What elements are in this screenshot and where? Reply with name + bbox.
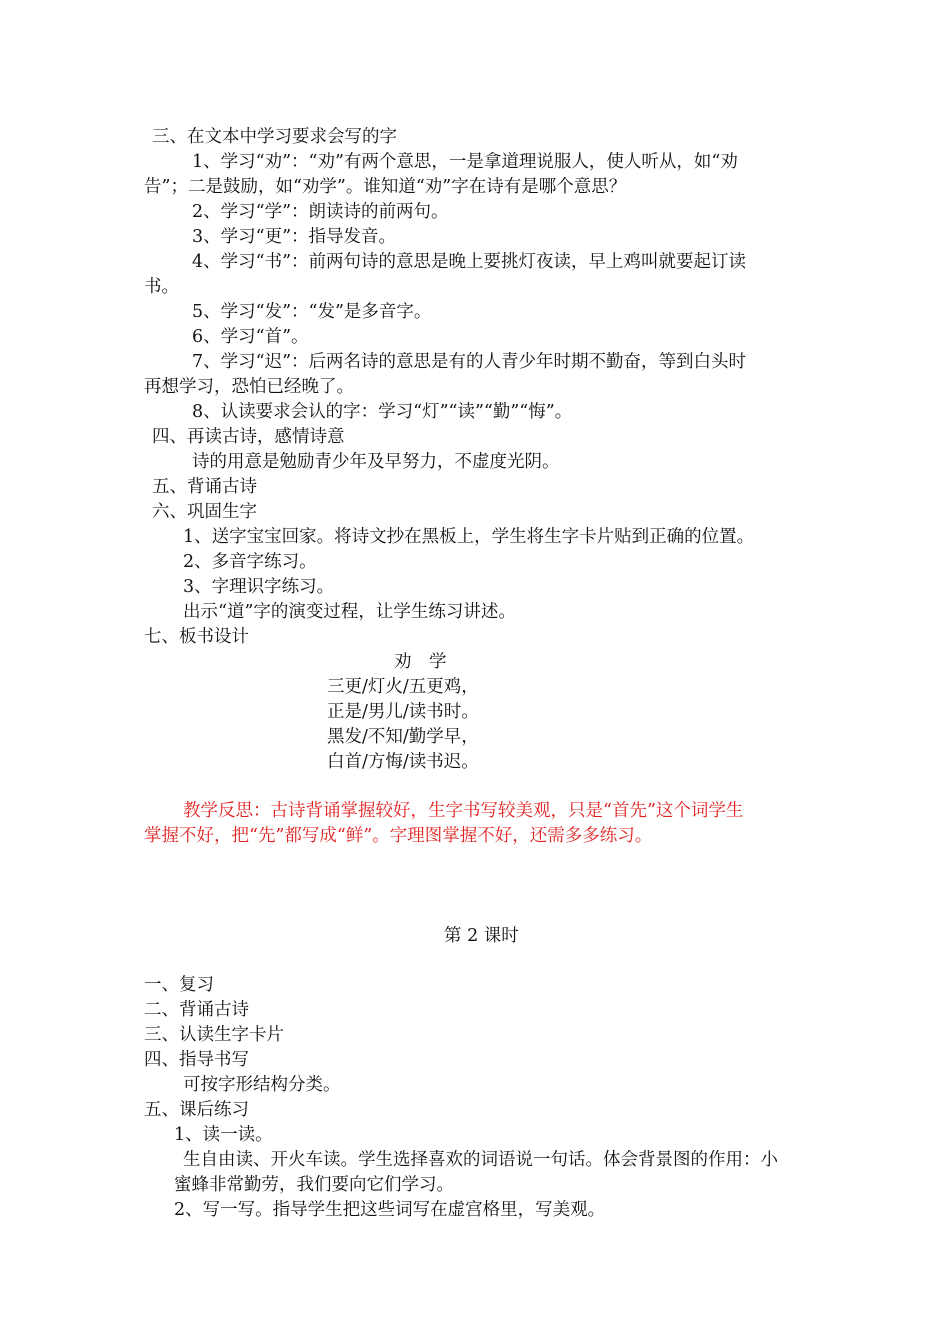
section5-heading: 五、背诵古诗 [152,477,257,497]
section6-text: 出示“道”字的演变过程，让学生练习讲述。 [183,602,516,622]
lesson2-title: 第 2 课时 [444,926,519,946]
section3-item1-line2: 告”；二是鼓励，如“劝学”。谁知道“劝”字在诗有是哪个意思？ [144,177,627,197]
poem-line-3: 黑发/不知/勤学早， [327,727,479,747]
section3-item3: 3、学习“更”：指导发音。 [192,227,397,247]
section6-heading: 六、巩固生字 [152,502,257,522]
lesson2-s4-text: 可按字形结构分类。 [183,1075,341,1095]
section3-item8: 8、认读要求会认的字：学习“灯”“读”“勤”“悔”。 [192,402,573,422]
section3-item4-line2: 书。 [144,277,179,297]
lesson2-s4: 四、指导书写 [144,1050,249,1070]
section3-item1-line1: 1、学习“劝”：“劝”有两个意思，一是拿道理说服人，使人听从，如“劝 [192,152,738,172]
lesson2-s2: 二、背诵古诗 [144,1000,249,1020]
lesson2-s5-item1: 1、读一读。 [174,1125,273,1145]
section3-item7-line1: 7、学习“迟”：后两名诗的意思是有的人青少年时期不勤奋，等到白头时 [192,352,747,372]
reflection-line2: 掌握不好，把“先”都写成“鲜”。字理图掌握不好，还需多多练习。 [144,826,653,846]
lesson2-s5-item1-text-line1: 生自由读、开火车读。学生选择喜欢的词语说一句话。体会背景图的作用：小 [183,1150,778,1170]
section4-text: 诗的用意是勉励青少年及早努力，不虚度光阴。 [192,452,560,472]
section6-item3: 3、字理识字练习。 [183,577,335,597]
section3-heading: 三、在文本中学习要求会写的字 [152,127,397,147]
reflection-line1: 教学反思：古诗背诵掌握较好，生字书写较美观，只是“首先”这个词学生 [183,801,744,821]
lesson2-s5-item1-text-line2: 蜜蜂非常勤劳，我们要向它们学习。 [174,1175,454,1195]
lesson2-s5-item2: 2、写一写。指导学生把这些词写在虚宫格里，写美观。 [174,1200,606,1220]
poem-line-1: 三更/灯火/五更鸡， [327,677,479,697]
section3-item2: 2、学习“学”：朗读诗的前两句。 [192,202,449,222]
section3-item6: 6、学习“首”。 [192,327,309,347]
section4-heading: 四、再读古诗，感情诗意 [152,427,345,447]
section6-item1: 1、送字宝宝回家。将诗文抄在黑板上，学生将生字卡片贴到正确的位置。 [183,527,755,547]
poem-title: 劝 学 [394,652,447,672]
lesson2-s5: 五、课后练习 [144,1100,249,1120]
lesson2-s1: 一、复习 [144,975,214,995]
section3-item4-line1: 4、学习“书”：前两句诗的意思是晚上要挑灯夜读，早上鸡叫就要起订读 [192,252,747,272]
section7-heading: 七、板书设计 [144,627,249,647]
poem-line-2: 正是/男儿/读书时。 [327,702,479,722]
section3-item5: 5、学习“发”：“发”是多音字。 [192,302,432,322]
section6-item2: 2、多音字练习。 [183,552,317,572]
poem-line-4: 白首/方悔/读书迟。 [327,752,479,772]
lesson2-s3: 三、认读生字卡片 [144,1025,284,1045]
section3-item7-line2: 再想学习，恐怕已经晚了。 [144,377,354,397]
